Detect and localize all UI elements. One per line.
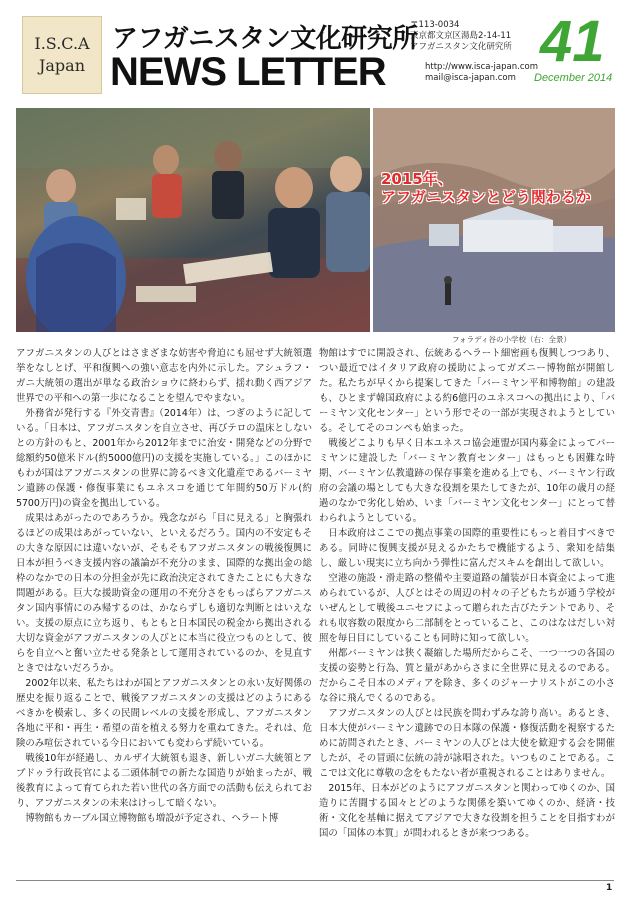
isca-logo bbox=[22, 16, 102, 94]
newsletter-title-jp: アフガニスタン文化研究所 bbox=[112, 24, 418, 54]
paragraph: 成果はあがったのであろうか。残念ながら「目に見える」と胸張れるほどの成果はあがっていない、といえるだろう。国内の不安定もその大きな原因には違いないが、そもそもアフガニスタンの戦後復興に日本が担うべき支援内容の議論が不充分のまま、国際的な拠出金の総枠のなかでの日本の分担金が先に政治決定されてきたことにも大きな問題がある。巨大な援助資金の運用の不充分さをもっぱらアフガニスタン国内事情にのみ帰するのは、かならずしも適切な判断とはいえない。支援の原点に立ち返り、もともと日本国民の税金から拠出される大切な資金がアフガニスタンの人びとに本当に役立つものとして、彼らを自立へと奮い立たせる発条として運用されているのか、を見直すときではないだろうか。 bbox=[16, 513, 312, 674]
valley-photo-illustration bbox=[373, 108, 615, 332]
contact-info bbox=[425, 62, 538, 84]
paragraph: 物館はすでに開設され、伝統あるヘラート細密画も復興しつつあり、つい最近ではイタリア政府の援助によってガズニー博物館が開館した。私たちが早くから提案してきた「バーミヤン平和博物館」の建設も、ひとまず韓国政府による約6億円のユネスコへの拠出により、「バーミヤン文化センター」という形でその一部が実現されようとしている。そしてそのコンペも始まった。 bbox=[319, 348, 615, 434]
photo-headline-line1: 2015年、 bbox=[381, 170, 453, 188]
paragraph: 州都バーミヤンは狭く凝縮した場所だからこそ、一つ一つの各国の支援の姿勢と行為、質と量があからさまに全世界に見えるのである。だからこそ日本のメディアを除き、多くのジャーナリストがこの小さな谷に飛んでくるのである。 bbox=[319, 648, 615, 704]
paragraph: 2002年以来、私たちはわが国とアフガニスタンとの永い友好関係の歴史を振り返ることで、戦後アフガニスタンの支援はどのようにあるべきかを模索し、多くの民間レベルの支援を形成し、アフガニスタン各地に平和・再生・希望の苗を植える努力を重ねてきた。それは、危険のみ喧伝されている今日においても変わらず続いている。 bbox=[16, 678, 312, 749]
paragraph: 外務省が発行する『外交青書』（2014年）は、つぎのように記している。「日本は、アフガニスタンを自立させ、再びテロの温床としないとの方針のもと、2001年から2012年までに治安・開発などの分野で総額約50億米ドル(約5000億円)の支援を実施している。」このほかにもわが国はアフガニスタンの世界に誇るべき文化遺産であるバーミヤン遺跡の保護・修復事業にもユネスコを通じて年間約50万ドル(約5700万円)の資金を拠出している。 bbox=[16, 408, 312, 509]
paragraph: 2015年、日本がどのようにアフガニスタンと関わってゆくのか、国造りに苦闘する国々とどのような関係を築いてゆくのか、経済・技術・文化を基軸に据えてアジアで大きな役割を担うことを目指すわが国の「国体の本質」が問われるときが来つつある。 bbox=[319, 783, 615, 839]
paragraph: アフガニスタンの人びとはさまざまな妨害や脅迫にも屈せず大統領選挙をなしとげ、平和復興への強い意志を内外に示した。アシュラフ・ガニ大統領の選出が単なる政治ショウに終わらず、揺れ動く西アジア世界での平和への第一歩になることを望んでやまない。 bbox=[16, 348, 312, 404]
article-column-left bbox=[16, 346, 312, 826]
page-number: 1 bbox=[606, 883, 613, 893]
logo-text-line2: Japan bbox=[38, 56, 86, 75]
address-org: アフガニスタン文化研究所 bbox=[410, 42, 512, 52]
paragraph: 博物館もカーブル国立博物館も増設が予定され、ヘラート博 bbox=[25, 813, 279, 824]
footer-divider bbox=[16, 880, 614, 881]
paragraph: 空港の施設・滑走路の整備や主要道路の舗装が日本資金によって進められているが、人びとはその周辺の村々の子どもたちが通う学校がいぜんとして戦後ユニセフによって贈られた古びたテントであり、それも収容数の限度から二部制をとっていること、このはなはだしい対照を毎日目にしていることも同時に知って欲しい。 bbox=[319, 573, 615, 644]
address-street: 東京都文京区湯島2-14-11 bbox=[410, 31, 512, 41]
photo-headline bbox=[381, 170, 591, 206]
photo-headline-line2: アフガニスタンとどう関わるか bbox=[381, 188, 591, 206]
postal-address bbox=[410, 20, 512, 53]
issue-date: December 2014 bbox=[534, 72, 613, 84]
email-link[interactable]: mail@isca-japan.com bbox=[425, 73, 516, 83]
logo-text-line1: I.S.C.A bbox=[34, 34, 90, 53]
classroom-photo-illustration bbox=[16, 108, 370, 332]
newsletter-title-en: NEWS LETTER bbox=[110, 50, 386, 94]
classroom-photo bbox=[16, 108, 370, 332]
photo-caption: フォラディ谷の小学校（右：全景） bbox=[452, 335, 572, 344]
paragraph: 日本政府はここでの拠点事業の国際的重要性にもっと着目すべきである。同時に復興支援が見えるかたちで機能するよう、衆知を結集し、厳しい現実に立ち向かう弾性に富んだスキムを創出して欲しい。 bbox=[319, 528, 615, 569]
article-column-right bbox=[319, 346, 615, 841]
paragraph: 戦後10年が経過し、カルザイ大統領も退き、新しいガニ大統領とアブドゥラ行政長官による二頭体制での新たな国造りが始まったが、戦後教育によって育てられた若い世代の各方面での活動も伝えられており、アフガニスタンの未来はけっして暗くない。 bbox=[16, 753, 312, 809]
address-postcode: 〒113-0034 bbox=[410, 20, 460, 30]
masthead bbox=[0, 0, 630, 108]
website-link[interactable]: http://www.isca-japan.com bbox=[425, 62, 538, 72]
valley-school-photo bbox=[373, 108, 615, 332]
paragraph: 戦後どこよりも早く日本ユネスコ協会連盟が国内募金によってバーミヤンに建設した「バーミヤン教育センター」はもっとも困難な時期、バーミヤン仏教遺跡の保存事業を進める上でも、バーミヤン行政府の会議の場としても大きな役割を果たしてきたが、10年の歳月の経過のなかで劣化し始め、いま「バーミヤン文化センター」にとって替わられようとしている。 bbox=[319, 438, 615, 524]
paragraph: アフガニスタンの人びとは民族を問わずみな誇り高い。あるとき、日本大使がバーミヤン遺跡での日本隊の保護・修復活動を視察するために訪問されたとき、バーミヤンの人びとは大使を歓迎する会を開催したが、その冒頭に伝統の詩が詠唱された。いつものことである。ここでは文化に尊敬の念をもたない者が重視されることはありません。 bbox=[319, 708, 615, 779]
issue-number: 41 bbox=[540, 9, 605, 74]
